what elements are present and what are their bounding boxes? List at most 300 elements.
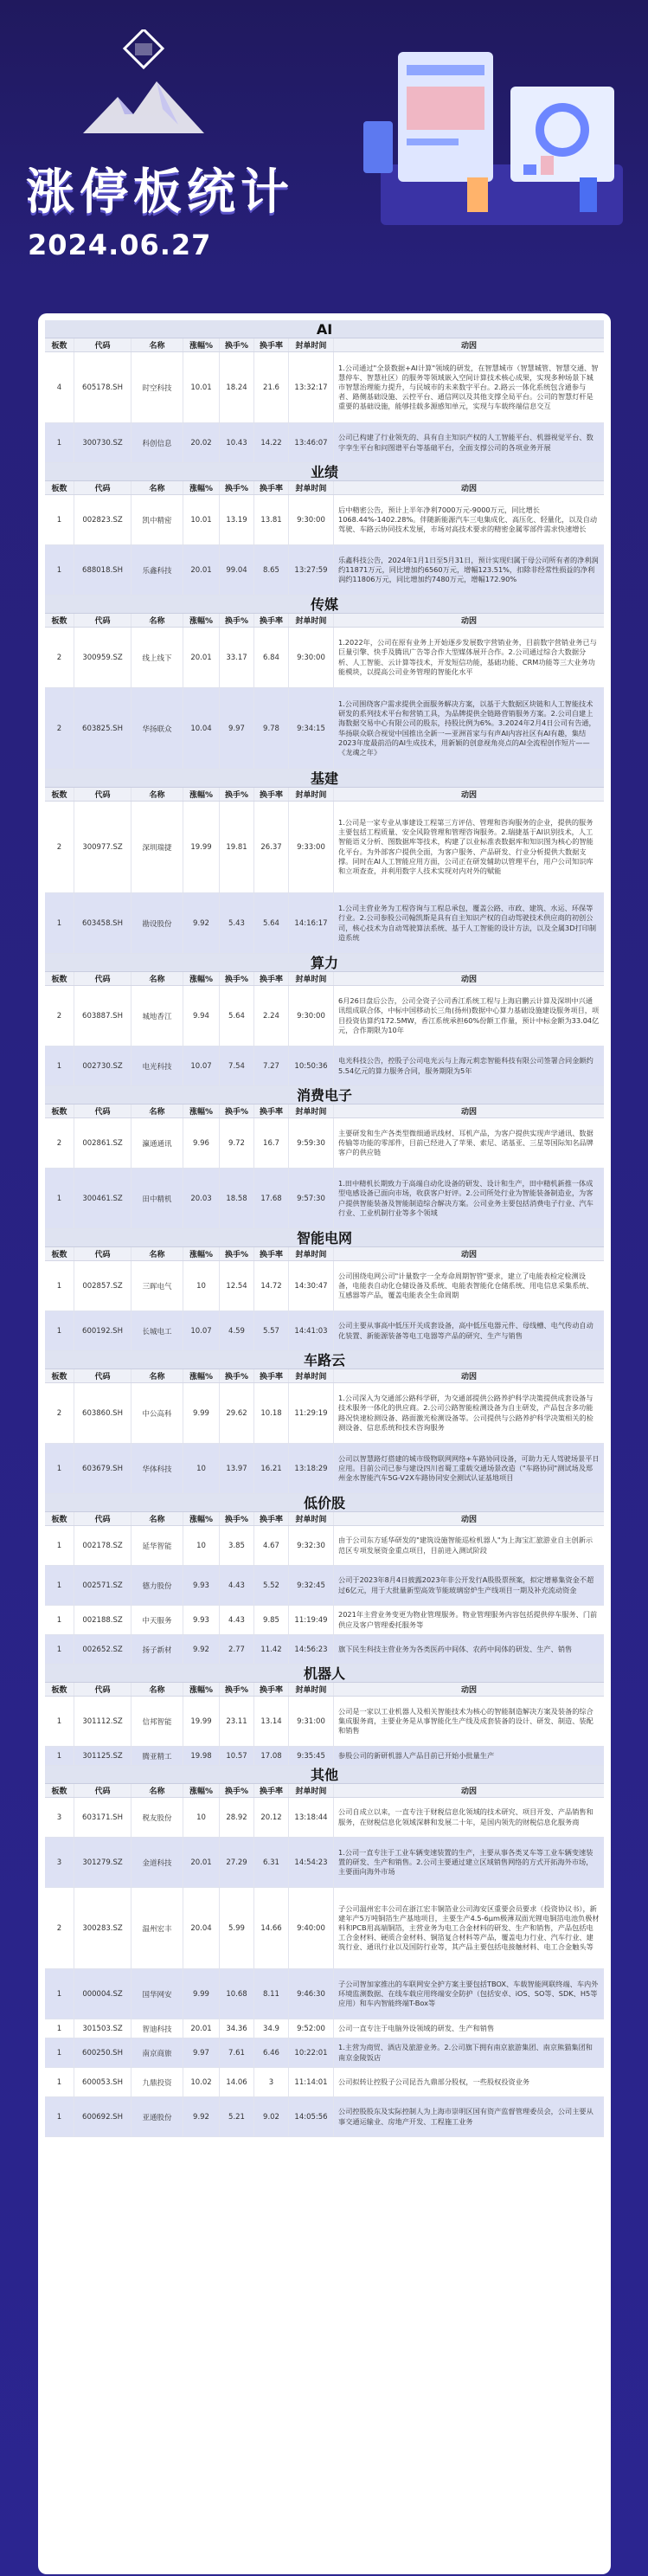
table-cell-boards: 1 (45, 1606, 74, 1634)
section-header: 其他 (45, 1766, 604, 1784)
table-cell-name: 国华网安 (132, 1969, 183, 2019)
table-row (45, 423, 604, 463)
table-cell-boards: 3 (45, 1838, 74, 1887)
table-cell-time: 11:19:49 (289, 1606, 334, 1634)
table-cell-name: 华扬联众 (132, 688, 183, 769)
column-header-row (45, 614, 604, 628)
column-header: 名称 (132, 1369, 183, 1382)
table-cell-name: 华体科技 (132, 1444, 183, 1493)
table-cell-boards: 2 (45, 688, 74, 769)
table-cell-pct: 10.04 (183, 688, 220, 769)
column-header: 名称 (132, 972, 183, 985)
section-header: 算力 (45, 954, 604, 972)
table-cell-code: 603171.SH (74, 1798, 132, 1837)
table-cell-pct: 20.01 (183, 545, 220, 595)
table-cell-boards: 1 (45, 1311, 74, 1350)
table-cell-boards: 1 (45, 1566, 74, 1605)
table-cell-reason: 1.公司通过"全景数据+AI计算"领域的研发，在智慧城市（智慧城管、智慧交通、智慧停车、智慧社区）的服务等领域嵌入空间计算技术核心成果，实现多种场景下城市智慧治理能力提升，与民城市的未来数字平台。2.路云一体化系统包含通参与者、路侧基础设施、云控平台、通信网以及其他支撑全局平台。公司的智慧灯杆是重要的基础设施，能够挂载多源感知单元，实现与车载终端信息交互 (338, 363, 599, 411)
table-cell-code: 603679.SH (74, 1444, 132, 1493)
table-cell-time: 13:18:29 (289, 1444, 334, 1493)
table-cell-name: 瀛通通讯 (132, 1118, 183, 1168)
table-cell-ratio: 13.81 (254, 495, 289, 544)
column-header-row (45, 1683, 604, 1697)
table-cell-name: 电光科技 (132, 1046, 183, 1085)
table-cell-ratio: 21.6 (254, 352, 289, 422)
table-cell-reason: 公司是一家以工业机器人及相关智能技术为核心的智能制造解决方案及装备的综合集成服务商，主要业务是从事智能化生产线及成套装备的设计、研发、制造、装配和销售 (338, 1706, 593, 1736)
table-cell-time: 9:34:15 (289, 688, 334, 769)
table-cell-pct: 10 (183, 1444, 220, 1493)
table-cell-turnover: 5.21 (220, 2097, 254, 2136)
column-header-row (45, 972, 604, 986)
column-header: 换手% (220, 1784, 254, 1797)
table-cell-boards: 1 (45, 1969, 74, 2019)
table-cell-turnover: 4.59 (220, 1311, 254, 1350)
table-cell-turnover: 7.61 (220, 2038, 254, 2067)
table-cell-code: 300730.SZ (74, 423, 132, 462)
table-cell-time: 9:30:00 (289, 495, 334, 544)
column-header: 涨幅% (183, 1512, 220, 1525)
column-header: 换手率 (254, 1247, 289, 1260)
table-cell-turnover: 18.24 (220, 352, 254, 422)
table-row (45, 352, 604, 423)
table-cell-time: 9:52:00 (289, 2019, 334, 2038)
table-cell-boards: 1 (45, 545, 74, 595)
table-cell-time: 14:05:56 (289, 2097, 334, 2136)
column-header: 代码 (74, 1247, 132, 1260)
table-cell-boards: 1 (45, 1169, 74, 1228)
table-row (45, 1311, 604, 1351)
table-cell-name: 勘设股份 (132, 893, 183, 953)
table-cell-code: 300461.SZ (74, 1169, 132, 1228)
dashboard-illustration-icon (346, 35, 640, 234)
column-header: 换手% (220, 481, 254, 494)
table-cell-ratio: 9.02 (254, 2097, 289, 2136)
table-cell-time: 9:46:30 (289, 1969, 334, 2019)
column-header: 代码 (74, 338, 132, 351)
section-header: 车路云 (45, 1351, 604, 1369)
column-header-row (45, 481, 604, 495)
table-cell-pct: 20.02 (183, 423, 220, 462)
table-cell-ratio: 26.37 (254, 802, 289, 892)
table-cell-turnover: 5.64 (220, 986, 254, 1046)
table-cell-name: 城地香江 (132, 986, 183, 1046)
column-header: 代码 (74, 788, 132, 801)
table-cell-boards: 1 (45, 2019, 74, 2038)
column-header: 换手率 (254, 1104, 289, 1117)
table-cell-turnover: 29.62 (220, 1383, 254, 1443)
section-header: 低价股 (45, 1494, 604, 1512)
table-cell-name: 腾亚精工 (132, 1747, 183, 1765)
table-cell-ratio: 9.85 (254, 1606, 289, 1634)
column-header: 动因 (460, 485, 477, 493)
table-cell-pct: 9.96 (183, 1118, 220, 1168)
column-header: 名称 (132, 1784, 183, 1797)
table-cell-ratio: 3 (254, 2068, 289, 2096)
table-row (45, 1261, 604, 1311)
table-cell-boards: 1 (45, 2097, 74, 2136)
table-row (45, 1566, 604, 1606)
column-header: 动因 (460, 976, 477, 984)
table-cell-reason: 6月26日盘后公告，公司全资子公司香江系统工程与上海启鹏云计算及深圳中兴通讯组成联合体，中标中国移动长三角(扬州)数据中心算力基础设施建设服务项目，项目投资估算约172.5MW，香江系统承担60%份额工作量，预计中标金额为33.04亿元，合作期限为10年 (338, 996, 600, 1034)
column-header: 封单时间 (289, 1104, 334, 1117)
table-cell-reason: 公司以智慧路灯搭建的城市级物联网网络+车路协同设备，可助力无人驾驶场景平日应用。目前公司已参与建设四川省蜀工重载交通场景改造（"车路协同"测试场及郑州金水智能汽车5G-V2X车路协同安全测试认证基地项目 (338, 1453, 600, 1483)
table-cell-reason: 公司控股股东及实际控制人为上海市崇明区国有资产监督管理委员会，公司主要从事交通运输业、房地产开发、工程施工业务 (338, 2107, 593, 2126)
table-cell-reason: 公司已构建了行业领先的、具有自主知识产权的人工智能平台、机器视觉平台、数字孪生平台和问图谱平台等基础平台，全面支撑公司的各项业务开展 (338, 433, 593, 452)
table-cell-name: 亚通股份 (132, 2097, 183, 2136)
column-header: 动因 (460, 1108, 477, 1117)
table-cell-ratio: 13.14 (254, 1697, 289, 1746)
column-header: 名称 (132, 1683, 183, 1696)
table-cell-name: 延华智能 (132, 1526, 183, 1565)
table-row (45, 986, 604, 1046)
column-header: 涨幅% (183, 1104, 220, 1117)
table-cell-ratio: 8.65 (254, 545, 289, 595)
column-header: 板数 (45, 1784, 74, 1797)
column-header: 换手率 (254, 614, 289, 627)
table-cell-reason: 旗下民生科技主营业务为各类医药中间体、农药中间体的研发、生产、销售 (338, 1644, 573, 1653)
table-row (45, 1046, 604, 1086)
table-cell-turnover: 28.92 (220, 1798, 254, 1837)
section-header: 业绩 (45, 463, 604, 481)
table-cell-code: 002823.SZ (74, 495, 132, 544)
table-cell-name: 中公高科 (132, 1383, 183, 1443)
column-header: 换手% (220, 788, 254, 801)
table-row (45, 1444, 604, 1494)
table-cell-reason: 1.公司主营业务为工程咨询与工程总承包，覆盖公路、市政、建筑、水运、环保等行业。2.公司参股公司翰凯斯是具有自主知识产权的自动驾驶技术供应商的初创公司，核心技术为自动驾驶算法系统、基于人工智能的设计方法，以及全属3D打印制造系统 (338, 904, 597, 942)
table-cell-reason: 1.公司是一家专业从事建设工程第三方评估、管理和咨询服务的企业，提供的服务主要包括工程质量、安全风险管理和管理咨询服务。2.瑞捷基于AI识别技术，人工智能语义分析、图数据库等技术，构建了以业标准表数据库和知识图为核心的智能化平台。为外部客户提供全面，为客户服务、产品研发、行业分析提供大数据支撑。同时在AI人工智能应用方面，公司正在研发辅助以管理平台，用户公司知识库和立项查查，并利用数字人技术实现对内对外的赋能 (338, 818, 593, 875)
table-cell-name: 三晖电气 (132, 1261, 183, 1311)
table-cell-turnover: 18.58 (220, 1169, 254, 1228)
table-cell-time: 14:16:17 (289, 893, 334, 953)
column-header: 板数 (45, 614, 74, 627)
table-cell-ratio: 16.7 (254, 1118, 289, 1168)
table-cell-code: 600192.SH (74, 1311, 132, 1350)
column-header: 板数 (45, 1683, 74, 1696)
table-cell-pct: 10.07 (183, 1046, 220, 1085)
table-cell-turnover: 12.54 (220, 1261, 254, 1311)
table-cell-boards: 1 (45, 893, 74, 953)
table-row (45, 802, 604, 893)
table-cell-time: 9:32:30 (289, 1526, 334, 1565)
table-cell-ratio: 9.78 (254, 688, 289, 769)
table-cell-boards: 4 (45, 352, 74, 422)
column-header: 涨幅% (183, 1369, 220, 1382)
table-cell-pct: 20.04 (183, 1888, 220, 1968)
column-header: 换手% (220, 614, 254, 627)
table-cell-time: 10:50:36 (289, 1046, 334, 1085)
table-cell-code: 600692.SH (74, 2097, 132, 2136)
table-cell-boards: 1 (45, 1526, 74, 1565)
table-cell-ratio: 17.68 (254, 1169, 289, 1228)
table-cell-code: 002730.SZ (74, 1046, 132, 1085)
table-cell-boards: 1 (45, 423, 74, 462)
table-cell-name: 九鼎投资 (132, 2068, 183, 2096)
column-header: 封单时间 (289, 972, 334, 985)
column-header-row (45, 1512, 604, 1526)
table-cell-time: 9:35:45 (289, 1747, 334, 1765)
table-cell-turnover: 13.97 (220, 1444, 254, 1493)
column-header: 动因 (460, 1251, 477, 1259)
column-header: 板数 (45, 338, 74, 351)
table-cell-reason: 电光科技公告，控股子公司电光云与上海元莉恋智能科技有限公司签署合同金额约5.54亿元的算力服务合同，服务期限为5年 (338, 1056, 593, 1075)
table-cell-name: 线上线下 (132, 628, 183, 687)
table-cell-time: 11:14:01 (289, 2068, 334, 2096)
column-header: 封单时间 (289, 1512, 334, 1525)
table-cell-code: 300959.SZ (74, 628, 132, 687)
column-header: 板数 (45, 1369, 74, 1382)
table-row (45, 1969, 604, 2019)
table-cell-turnover: 34.36 (220, 2019, 254, 2038)
table-cell-ratio: 5.52 (254, 1566, 289, 1605)
column-header: 动因 (460, 1787, 477, 1796)
column-header: 代码 (74, 1104, 132, 1117)
column-header: 涨幅% (183, 481, 220, 494)
table-cell-ratio: 7.27 (254, 1046, 289, 1085)
column-header: 换手% (220, 1369, 254, 1382)
table-cell-code: 000004.SZ (74, 1969, 132, 2019)
table-cell-pct: 19.98 (183, 1747, 220, 1765)
table-cell-turnover: 5.43 (220, 893, 254, 953)
table-cell-pct: 10 (183, 1526, 220, 1565)
column-header: 封单时间 (289, 481, 334, 494)
table-cell-reason: 主要研发和生产各类型微细通讯线材、耳机产品，为客户提供实现声学通讯、数据传输等功能的零部件，目前已经进入了苹果、索尼、诺基亚、三星等国际知名品牌客户的供应链 (338, 1128, 593, 1157)
table-cell-code: 300977.SZ (74, 802, 132, 892)
table-cell-reason: 公司自成立以来，一直专注于财税信息化领域的技术研究、项目开发、产品销售和服务，在财税信息化领域深耕和发展二十年，是国内领先的财税信息化服务商 (338, 1807, 593, 1826)
table-cell-boards: 2 (45, 1888, 74, 1968)
table-cell-name: 扬子新材 (132, 1635, 183, 1664)
column-header: 动因 (460, 342, 477, 351)
column-header: 换手率 (254, 1512, 289, 1525)
table-cell-ratio: 17.08 (254, 1747, 289, 1765)
table-cell-turnover: 23.11 (220, 1697, 254, 1746)
table-cell-boards: 2 (45, 1118, 74, 1168)
table-cell-pct: 9.92 (183, 1635, 220, 1664)
column-header: 代码 (74, 1683, 132, 1696)
table-cell-code: 600053.SH (74, 2068, 132, 2096)
table-cell-turnover: 7.54 (220, 1046, 254, 1085)
column-header: 名称 (132, 1512, 183, 1525)
column-header: 代码 (74, 614, 132, 627)
column-header: 代码 (74, 481, 132, 494)
table-cell-time: 9:31:00 (289, 1697, 334, 1746)
table-cell-turnover: 99.04 (220, 545, 254, 595)
table-cell-code: 002861.SZ (74, 1118, 132, 1168)
column-header: 板数 (45, 788, 74, 801)
table-cell-reason: 公司于2023年8月4日披露2023年非公开发行A股股票预案，拟定增募集资金不超过6亿元，用于大批量新型高效节能玻璃窑炉生产线项目一期及补充流动资金 (338, 1575, 594, 1594)
table-cell-name: 时空科技 (132, 352, 183, 422)
table-cell-turnover: 14.06 (220, 2068, 254, 2096)
table-cell-ratio: 6.84 (254, 628, 289, 687)
table-row (45, 1697, 604, 1747)
table-cell-code: 301112.SZ (74, 1697, 132, 1746)
column-header: 涨幅% (183, 1247, 220, 1260)
column-header: 换手率 (254, 788, 289, 801)
table-cell-turnover: 10.57 (220, 1747, 254, 1765)
table-cell-code: 301125.SZ (74, 1747, 132, 1765)
table-cell-pct: 20.01 (183, 1838, 220, 1887)
table-cell-code: 002652.SZ (74, 1635, 132, 1664)
table-cell-time: 9:30:00 (289, 986, 334, 1046)
column-header: 名称 (132, 1247, 183, 1260)
column-header: 换手% (220, 1683, 254, 1696)
table-cell-ratio: 10.18 (254, 1383, 289, 1443)
table-cell-ratio: 20.12 (254, 1798, 289, 1837)
table-row (45, 1838, 604, 1888)
column-header: 动因 (460, 1516, 477, 1524)
column-header: 涨幅% (183, 972, 220, 985)
table-cell-time: 13:18:44 (289, 1798, 334, 1837)
table-cell-boards: 1 (45, 1635, 74, 1664)
column-header: 换手% (220, 1104, 254, 1117)
table-cell-time: 9:30:00 (289, 628, 334, 687)
table-cell-reason: 子公司温州宏丰公司在浙江宏丰铜箔业公司海安区重要会员要求（投资协议书），新建年产5万吨铜箔生产基地项目，主要生产4.5-6μm极薄双面光锂电铜箔电池负极材料和PCB用高端铜箔，主营业务为电工合金材料的研发、生产和销售，产品包括电工合金材料、硬质合金材料、铜箔复合材料等产品，覆盖电力行业、汽车行业、建筑行业、通讯行业以及国防行业等，其产品主要包括电接触材料、电工合金触头等 (338, 1903, 600, 1952)
table-cell-name: 凯中精密 (132, 495, 183, 544)
table-cell-reason: 1.2022年，公司在原有业务上开始逐步发展数字营销业务，目前数字营销业务已与巨量引擎、快手及腾讯广告等合作大型媒体展开合作。2.公司通过综合大数据分析、人工智能、云计算等技术，开发短信功能，基础功能、CRM功能等三大业务功能模块，以提高公司业务管理的智能化水平 (338, 638, 597, 676)
table-cell-pct: 9.99 (183, 1969, 220, 2019)
table-cell-time: 9:33:00 (289, 802, 334, 892)
table-cell-reason: 公司一直专注于电脑外设领域的研发、生产和销售 (338, 2023, 495, 2032)
table-cell-ratio: 6.31 (254, 1838, 289, 1887)
column-header: 名称 (132, 1104, 183, 1117)
column-header: 动因 (460, 1686, 477, 1695)
table-cell-boards: 1 (45, 1697, 74, 1746)
table-cell-boards: 1 (45, 1046, 74, 1085)
column-header: 换手率 (254, 1784, 289, 1797)
table-cell-pct: 20.01 (183, 2019, 220, 2038)
column-header: 换手率 (254, 972, 289, 985)
table-cell-name: 科创信息 (132, 423, 183, 462)
table-cell-name: 中天服务 (132, 1606, 183, 1634)
table-cell-reason: 公司拟转让控股子公司昆吾九鼎部分股权，一些股权投资业务 (338, 2077, 530, 2086)
table-cell-code: 002188.SZ (74, 1606, 132, 1634)
column-header: 动因 (460, 791, 477, 800)
table-cell-code: 688018.SH (74, 545, 132, 595)
table-cell-turnover: 13.19 (220, 495, 254, 544)
table-cell-turnover: 9.97 (220, 688, 254, 769)
column-header: 封单时间 (289, 614, 334, 627)
table-cell-reason: 1.田中精机长期致力于高端自动化设备的研发、设计和生产，田中精机新推一体成型电感设备已面向市场，收获客户好评。2.公司所处行业为智能装备制造业，为客户提供智能装备及智能制造综合解决方案。公司业务主要包括消费电子行业、汽车行业、工业机制行业等多个领域 (338, 1179, 593, 1217)
table-cell-time: 14:30:47 (289, 1261, 334, 1311)
table-cell-pct: 9.92 (183, 2097, 220, 2136)
section-header: 基建 (45, 770, 604, 788)
table-cell-reason: 子公司智加家推出的车联网安全护方案主要包括TBOX、车载智能网联终端、车内外环境监测数据、在线车载应用终端安全防护（包括安卓、iOS、SO等、SDK、H5等应用）和车内智能终端T-Box等 (338, 1979, 599, 2008)
table-cell-time: 14:54:23 (289, 1838, 334, 1887)
table-cell-code: 301503.SZ (74, 2019, 132, 2038)
column-header: 封单时间 (289, 1784, 334, 1797)
table-cell-code: 600250.SH (74, 2038, 132, 2067)
table-cell-time: 11:29:19 (289, 1383, 334, 1443)
table-cell-turnover: 27.29 (220, 1838, 254, 1887)
column-header: 板数 (45, 1512, 74, 1525)
table-cell-turnover: 10.68 (220, 1969, 254, 2019)
table-cell-pct: 9.97 (183, 2038, 220, 2067)
table-cell-pct: 9.92 (183, 893, 220, 953)
column-header-row (45, 1369, 604, 1383)
table-cell-pct: 9.99 (183, 1383, 220, 1443)
table-cell-turnover: 9.72 (220, 1118, 254, 1168)
table-row (45, 893, 604, 954)
table-cell-boards: 2 (45, 986, 74, 1046)
section-header: 消费电子 (45, 1086, 604, 1104)
table-row (45, 1606, 604, 1635)
column-header: 封单时间 (289, 338, 334, 351)
table-cell-reason: 后中精密公告，预计上半年净利7000万元-9000万元，同比增长1068.44%-1402.28%。伴随新能源汽车三电集成化、高压化、轻量化，以及自动驾驶、车路云协同技术发展，市场对高技术要求的精密金属零部件需求快速增长 (338, 505, 598, 534)
column-header: 换手率 (254, 1683, 289, 1696)
table-cell-time: 14:56:23 (289, 1635, 334, 1664)
table-cell-ratio: 5.64 (254, 893, 289, 953)
page-date: 2024.06.27 (28, 229, 212, 261)
table-cell-boards: 2 (45, 1383, 74, 1443)
column-header: 换手% (220, 1247, 254, 1260)
table-cell-code: 603825.SH (74, 688, 132, 769)
table-cell-time: 13:32:17 (289, 352, 334, 422)
table-cell-ratio: 8.11 (254, 1969, 289, 2019)
column-header: 代码 (74, 1512, 132, 1525)
table-row (45, 1526, 604, 1566)
table-row (45, 1888, 604, 1969)
table-cell-ratio: 6.46 (254, 2038, 289, 2067)
column-header: 名称 (132, 338, 183, 351)
table-cell-reason: 1.公司围绕客户需求提供全面服务解决方案，以基于大数据区块链和人工智能技术研发的系列技术平台和营销工具，为品牌提供全链路营销服务方案。2.公司自建上海数据交易中心有限公司的股东，持股比例为6%。3.2024年2月4日公司有告通，华扬联众联合视觉中国推出全新一—亚洲首家与有声AI内容社区有AI有趣，集结2023年度最前沿的AI生成技术，用新颖的创意视角亮点的AI全流程创作短片——《龙魂之年》 (338, 699, 596, 757)
table-row (45, 1798, 604, 1838)
column-header: 换手% (220, 338, 254, 351)
column-header-row (45, 338, 604, 352)
column-header: 涨幅% (183, 338, 220, 351)
column-header: 代码 (74, 1369, 132, 1382)
mountain-logo-icon (83, 29, 204, 151)
table-cell-name: 乐鑫科技 (132, 545, 183, 595)
table-cell-time: 14:41:03 (289, 1311, 334, 1350)
table-cell-code: 002178.SZ (74, 1526, 132, 1565)
column-header-row (45, 1247, 604, 1261)
table-cell-boards: 1 (45, 2038, 74, 2067)
table-cell-time: 13:46:07 (289, 423, 334, 462)
table-cell-name: 深圳瑞捷 (132, 802, 183, 892)
column-header: 板数 (45, 972, 74, 985)
table-cell-boards: 2 (45, 802, 74, 892)
table-cell-turnover: 4.43 (220, 1566, 254, 1605)
table-cell-boards: 3 (45, 1798, 74, 1837)
table-row (45, 1383, 604, 1444)
table-cell-reason: 1.公司一直专注于工业车辆变速装置的生产，主要从事各类叉车等工业车辆变速装置的研发、生产和销售。2.公司主要通过建立区域销售网络的方式开拓海外市场，主要面向海外市场 (338, 1847, 593, 1877)
table-cell-reason: 公司主要从事高中低压开关成套设备，高中低压电器元件、母线槽、电气传动自动化装置、新能源装备等电工电器等产品的研究、生产与销售 (338, 1321, 593, 1340)
table-cell-time: 9:57:30 (289, 1169, 334, 1228)
table-cell-ratio: 11.42 (254, 1635, 289, 1664)
table-row (45, 1747, 604, 1766)
table-cell-name: 长城电工 (132, 1311, 183, 1350)
column-header: 封单时间 (289, 1683, 334, 1696)
section-header: AI (45, 320, 604, 338)
table-cell-turnover: 2.77 (220, 1635, 254, 1664)
table-cell-pct: 10.07 (183, 1311, 220, 1350)
column-header: 涨幅% (183, 1683, 220, 1696)
table-row (45, 1635, 604, 1665)
column-header-row (45, 1784, 604, 1798)
column-header-row (45, 788, 604, 802)
table-cell-reason: 参股公司的新研机器人产品目前已开始小批量生产 (338, 1750, 495, 1760)
page-title: 涨停板统计 (26, 164, 294, 221)
table-cell-boards: 1 (45, 2068, 74, 2096)
table-cell-pct: 19.99 (183, 802, 220, 892)
table-row (45, 495, 604, 545)
column-header: 涨幅% (183, 788, 220, 801)
header-banner (0, 0, 648, 299)
column-header: 涨幅% (183, 614, 220, 627)
column-header: 动因 (460, 617, 477, 626)
table-cell-name: 金道科技 (132, 1838, 183, 1887)
table-cell-pct: 19.99 (183, 1697, 220, 1746)
table-cell-ratio: 16.21 (254, 1444, 289, 1493)
